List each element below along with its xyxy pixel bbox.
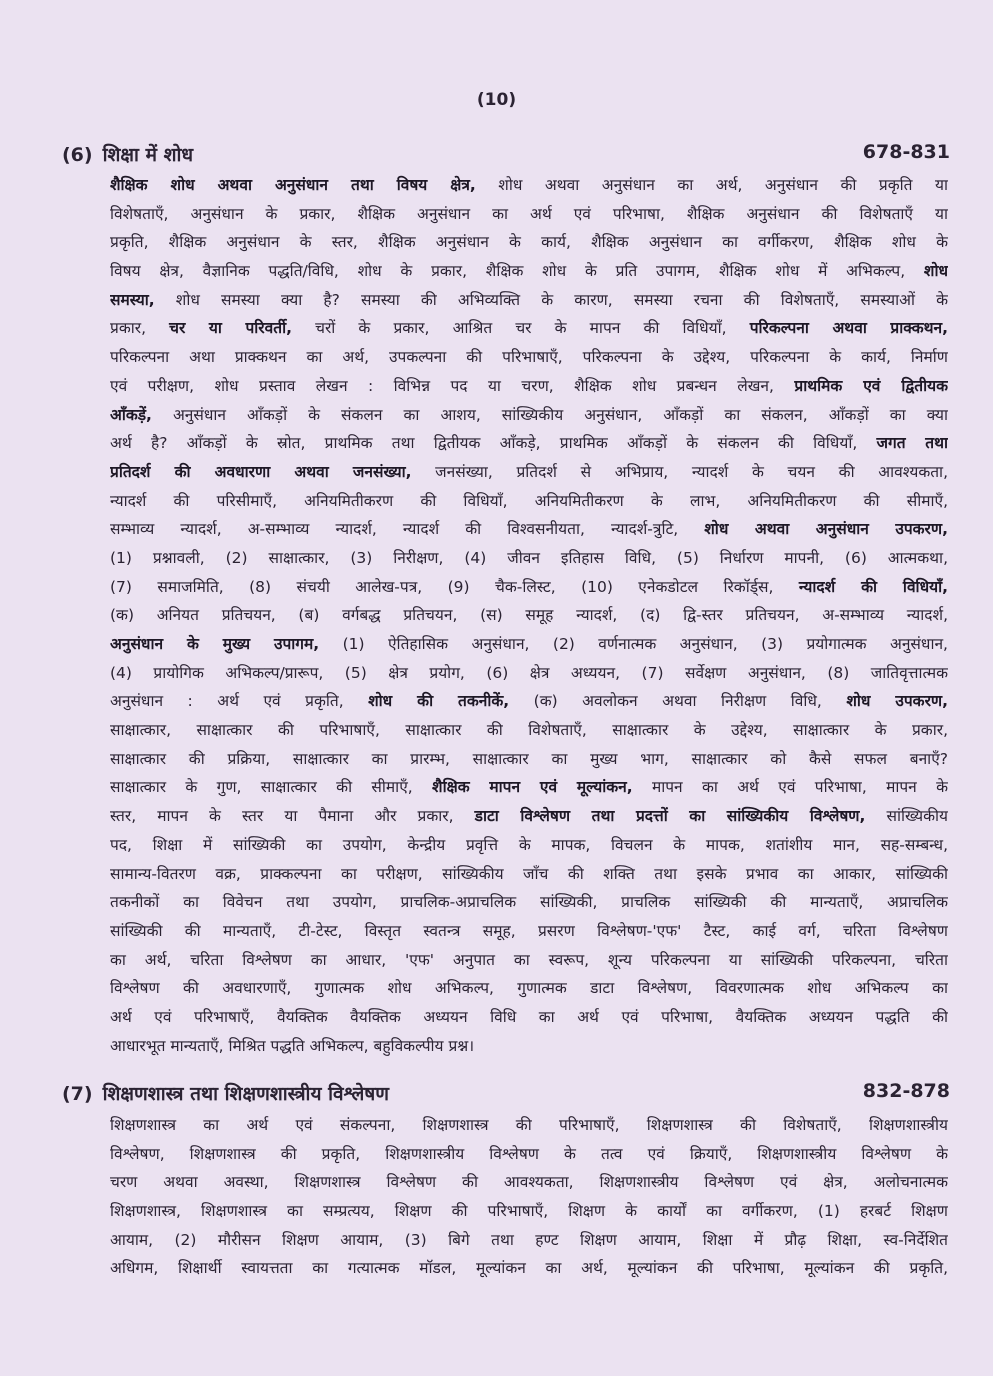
text-line (110, 687, 948, 716)
text-segment: का अर्थ, चरिता विश्लेषण का आधार, 'एफ' अनुपात का स्वरूप, शून्य परिकल्पना या सांख्यिकी परिकल्पना, चरिता (110, 950, 948, 969)
bold-topic: प्राथमिक एवं द्वितीयक (794, 376, 948, 395)
text-line (110, 802, 948, 831)
text-line (110, 314, 948, 343)
bold-topic: जगत तथा (876, 434, 948, 453)
text-line (110, 659, 948, 688)
text-segment: सम्भाव्य न्यादर्श, अ-सम्भाव्य न्यादर्श, न्यादर्श की विश्वसनीयता, न्यादर्श-त्रुटि, (110, 520, 705, 539)
section-number: (6) (62, 144, 93, 166)
text-segment: साक्षात्कार की प्रक्रिया, साक्षात्कार का प्रारम्भ, साक्षात्कार का मुख्य भाग, साक्षात्कार को कैसे सफल बनाएँ? (110, 749, 948, 768)
text-segment: सांख्यिकी की मान्यताएँ, टी-टेस्ट, विस्तृत स्वतन्त्र समूह, प्रसरण विश्लेषण-'एफ' टैस्ट, काई वर्ग, चरिता विश्लेषण (110, 921, 948, 940)
text-line (110, 200, 948, 229)
section-6-body (110, 171, 948, 1060)
bold-topic: चर या परिवर्ती, (169, 319, 292, 338)
text-segment: प्रकार, (110, 319, 170, 338)
text-line (110, 974, 948, 1003)
bold-topic: डाटा विश्लेषण तथा प्रदत्तों का सांख्यिकीय विश्लेषण, (474, 807, 866, 826)
text-line (110, 745, 948, 774)
section-7-heading (62, 1080, 950, 1106)
text-segment: अधिगम, शिक्षार्थी स्वायत्तता का गत्यात्मक मॉडल, मूल्यांकन का अर्थ, मूल्यांकन की परिभाषा, मूल्यांकन की प्रकृति, (110, 1259, 948, 1278)
text-segment: पद, शिक्षा में सांख्यिकी का उपयोग, केन्द्रीय प्रवृत्ति के मापक, विचलन के मापक, शतांशीय मान, सह-सम्बन्ध, (110, 835, 948, 854)
text-segment: जनसंख्या, प्रतिदर्श से अभिप्राय, न्यादर्श के चयन की आवश्यकता, (411, 462, 948, 481)
bold-topic: शोध की तकनीकें, (368, 692, 510, 711)
text-line (110, 773, 948, 802)
text-segment: सामान्य-वितरण वक्र, प्राक्कल्पना का परीक्षण, सांख्यिकीय जाँच की शक्ति तथा इसके प्रभाव का आकार, सांख्यिकी (110, 864, 948, 883)
text-line (110, 1226, 948, 1255)
text-segment: शोध समस्या क्या है? समस्या की अभिव्यक्ति के कारण, समस्या रचना की विशेषताएँ, समस्याओं के (154, 290, 948, 309)
text-line (110, 487, 948, 516)
text-segment: चरों के प्रकार, आश्रित चर के मापन की विधियाँ, (292, 319, 750, 338)
text-line (110, 171, 948, 200)
text-segment: (क) अवलोकन अथवा निरीक्षण विधि, (509, 692, 847, 711)
text-segment: (7) समाजमिति, (8) संचयी आलेख-पत्र, (9) चैक-लिस्ट, (10) एनेकडोटल रिकॉर्ड्स, (110, 577, 799, 596)
bold-topic: शोध अथवा अनुसंधान उपकरण, (704, 520, 948, 539)
text-segment: शोध अथवा अनुसंधान का अर्थ, अनुसंधान की प्रकृति या (475, 176, 948, 194)
text-line (110, 458, 948, 487)
section-number: (7) (62, 1083, 93, 1105)
text-line (110, 1168, 948, 1197)
text-segment: अनुसंधान : अर्थ एवं प्रकृति, (110, 692, 369, 711)
text-segment: (क) अनियत प्रतिचयन, (ब) वर्गबद्ध प्रतिचयन, (स) समूह न्यादर्श, (द) द्वि-स्तर प्रतिचयन, अ-सम्भाव्य न्यादर्श, (110, 606, 948, 625)
text-line (110, 917, 948, 946)
bold-topic: न्यादर्श की विधियाँ, (798, 577, 948, 596)
text-segment: विषय क्षेत्र, वैज्ञानिक पद्धति/विधि, शोध के प्रकार, शैक्षिक शोध के प्रति उपागम, शैक्षिक शोध में अभिकल्प, (110, 262, 924, 281)
text-segment: तकनीकों का विवेचन तथा उपयोग, प्राचलिक-अप्राचलिक सांख्यिकी, प्राचलिक सांख्यिकी की मान्यताएँ, अप्राचलिक (110, 893, 948, 912)
bold-topic: परिकल्पना अथवा प्राक्कथन, (749, 319, 948, 338)
section-7-body (110, 1111, 948, 1283)
bold-topic: शोध (923, 262, 948, 281)
section-title: शिक्षा में शोध (102, 144, 194, 166)
text-segment: स्तर, मापन के स्तर या पैमाना और प्रकार, (110, 807, 475, 826)
text-line (110, 372, 948, 401)
text-line (110, 1197, 948, 1226)
text-segment: न्यादर्श की परिसीमाएँ, अनियमितीकरण की विधियाँ, अनियमितीकरण के लाभ, अनियमितीकरण की सीमाएँ, (110, 491, 948, 510)
page-number: (10) (476, 90, 517, 110)
text-segment: साक्षात्कार के गुण, साक्षात्कार की सीमाएँ, (110, 778, 433, 797)
section-title: शिक्षणशास्त्र तथा शिक्षणशास्त्रीय विश्लेषण (102, 1083, 390, 1105)
text-segment: (1) प्रश्नावली, (2) साक्षात्कार, (3) निरीक्षण, (4) जीवन इतिहास विधि, (5) निर्धारण मापनी, (6) आत्मकथा, (110, 548, 948, 567)
text-line (110, 1111, 948, 1140)
bold-topic: शोध उपकरण, (846, 692, 948, 711)
text-line (110, 429, 948, 458)
bold-topic: आँकड़ें, (110, 405, 152, 424)
text-line (110, 257, 948, 286)
text-line (110, 946, 948, 975)
text-line (110, 1032, 948, 1061)
text-line (110, 573, 948, 602)
text-segment: अर्थ है? आँकड़ों के स्रोत, प्राथमिक तथा द्वितीयक आँकड़े, प्राथमिक आँकड़ों के संकलन की विधियाँ, (110, 434, 877, 453)
text-line (110, 888, 948, 917)
text-line (110, 515, 948, 544)
text-segment: चरण अथवा अवस्था, शिक्षणशास्त्र विश्लेषण की आवश्यकता, शिक्षणशास्त्रीय विश्लेषण एवं क्षेत्र, अलोचनात्मक (110, 1173, 948, 1192)
text-segment: विशेषताएँ, अनुसंधान के प्रकार, शैक्षिक अनुसंधान का अर्थ एवं परिभाषा, शैक्षिक अनुसंधान की विशेषताएँ या (110, 204, 948, 223)
section-6-heading (62, 141, 950, 167)
text-segment: साक्षात्कार, साक्षात्कार की परिभाषाएँ, साक्षात्कार की विशेषताएँ, साक्षात्कार के उद्देश्य, साक्षात्कार के प्रकार, (110, 721, 948, 740)
bold-topic: शैक्षिक मापन एवं मूल्यांकन, (432, 778, 633, 797)
text-segment: अनुसंधान आँकड़ों के संकलन का आशय, सांख्यिकीय अनुसंधान, आँकड़ों का संकलन, आँकड़ों का क्या (151, 405, 948, 424)
text-segment: अर्थ एवं परिभाषाएँ, वैयक्तिक वैयक्तिक अध्ययन विधि का अर्थ एवं परिभाषा, वैयक्तिक अध्ययन पद्धति की (110, 1007, 948, 1026)
text-segment: विश्लेषण, शिक्षणशास्त्र की प्रकृति, शिक्षणशास्त्रीय विश्लेषण के तत्व एवं क्रियाएँ, शिक्षणशास्त्रीय विश्लेषण के (110, 1144, 948, 1163)
bold-topic: शैक्षिक शोध अथवा अनुसंधान तथा विषय क्षेत्र, (110, 176, 476, 194)
text-line (110, 601, 948, 630)
text-line (110, 544, 948, 573)
text-line (110, 401, 948, 430)
text-segment: (4) प्रायोगिक अभिकल्प/प्रारूप, (5) क्षेत्र प्रयोग, (6) क्षेत्र अध्ययन, (7) सर्वेक्षण अनुसंधान, (8) जातिवृत्तात्मक (110, 663, 948, 682)
text-line (110, 1140, 948, 1169)
text-segment: प्रकृति, शैक्षिक अनुसंधान के स्तर, शैक्षिक अनुसंधान के कार्य, शैक्षिक अनुसंधान का वर्गीकरण, शैक्षिक शोध के (110, 233, 948, 252)
text-line (110, 860, 948, 889)
text-segment: परिकल्पना अथा प्राक्कथन का अर्थ, उपकल्पना की परिभाषाएँ, परिकल्पना के उद्देश्य, परिकल्पना के कार्य, निर्माण (110, 348, 948, 367)
text-segment: विश्लेषण की अवधारणाएँ, गुणात्मक शोध अभिकल्प, गुणात्मक डाटा विश्लेषण, विवरणात्मक शोध अभिकल्प का (110, 979, 948, 998)
text-segment: आयाम, (2) मौरीसन शिक्षण आयाम, (3) बिगे तथा हण्ट शिक्षण आयाम, शिक्षा में प्रौढ़ शिक्षा, स्व-निर्देशित (110, 1230, 948, 1249)
section-page-range: 832-878 (862, 1080, 950, 1102)
text-segment: शिक्षणशास्त्र का अर्थ एवं संकल्पना, शिक्षणशास्त्र की परिभाषाएँ, शिक्षणशास्त्र की विशेषताएँ, शिक्षणशास्त्रीय (110, 1116, 948, 1134)
text-line (110, 286, 948, 315)
section-page-range: 678-831 (862, 141, 950, 163)
text-line (110, 228, 948, 257)
text-line (110, 1254, 948, 1283)
text-segment: आधारभूत मान्यताएँ, मिश्रित पद्धति अभिकल्प, बहुविकल्पीय प्रश्न। (110, 1036, 475, 1055)
text-segment: मापन का अर्थ एवं परिभाषा, मापन के (632, 778, 948, 797)
text-segment: सांख्यिकीय (865, 807, 948, 826)
text-line (110, 1003, 948, 1032)
text-line (110, 343, 948, 372)
text-line (110, 716, 948, 745)
text-segment: शिक्षणशास्त्र, शिक्षणशास्त्र का सम्प्रत्यय, शिक्षण की परिभाषाएँ, शिक्षण के कार्यों का वर्गीकरण, (1) हरबर्ट शिक्षण (110, 1202, 948, 1221)
text-segment: एवं परीक्षण, शोध प्रस्ताव लेखन : विभिन्न पद या चरण, शैक्षिक शोध प्रबन्धन लेखन, (110, 376, 795, 395)
bold-topic: अनुसंधान के मुख्य उपागम, (110, 635, 320, 653)
bold-topic: प्रतिदर्श की अवधारणा अथवा जनसंख्या, (110, 462, 412, 481)
text-line (110, 831, 948, 860)
text-segment: (1) ऐतिहासिक अनुसंधान, (2) वर्णनात्मक अनुसंधान, (3) प्रयोगात्मक अनुसंधान, (319, 635, 948, 653)
bold-topic: समस्या, (110, 290, 155, 309)
text-line (110, 630, 948, 659)
